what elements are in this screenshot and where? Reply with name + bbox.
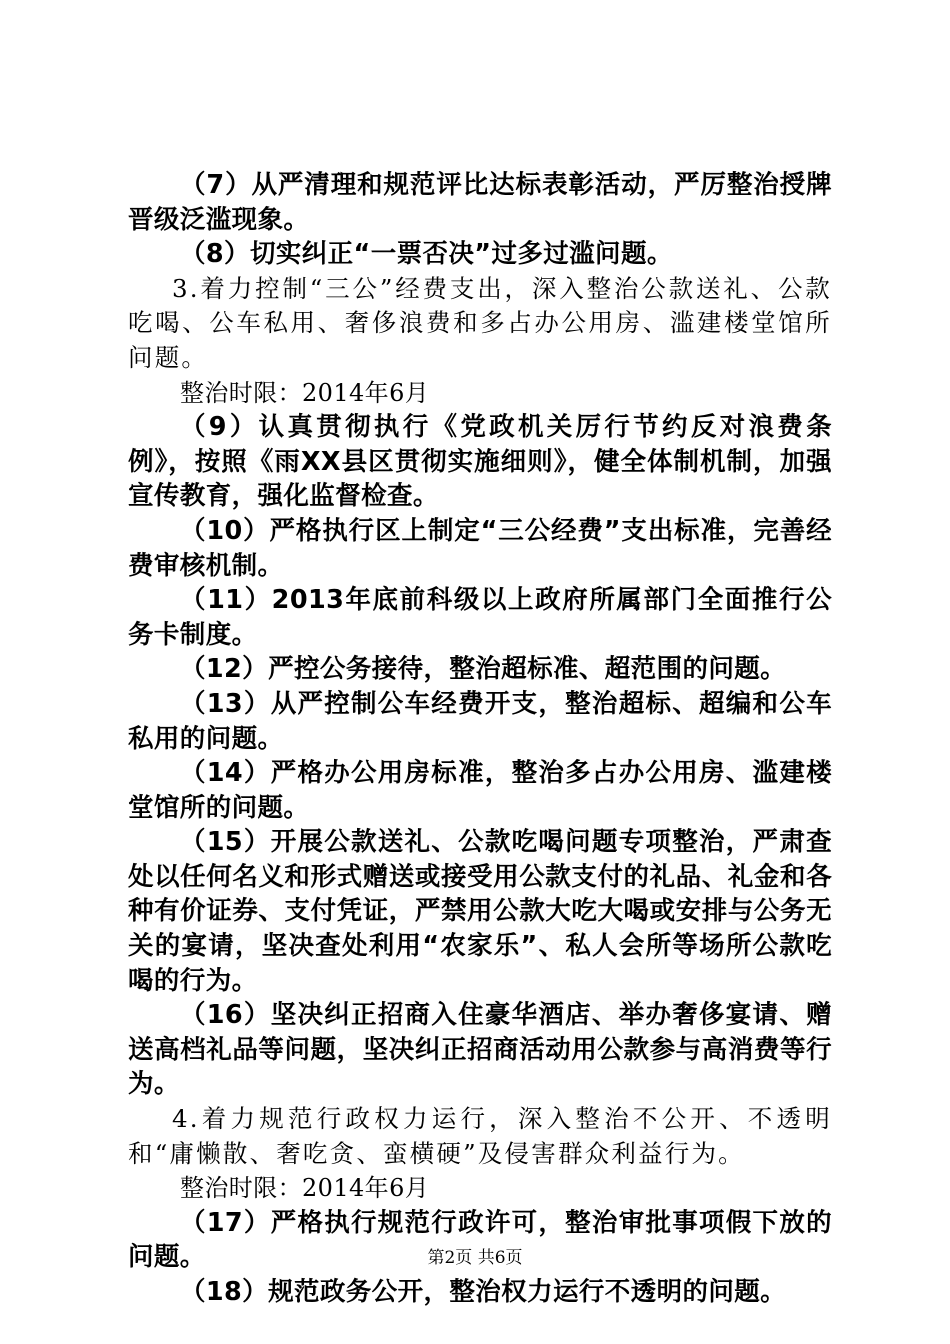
paragraph-item-7: （7）从严清理和规范评比达标表彰活动，严厉整治授牌晋级泛滥现象。 <box>128 170 832 235</box>
paragraph-item-18: （18）规范政务公开，整治权力运行不透明的问题。 <box>180 1277 787 1307</box>
paragraph-item-8: （8）切实纠正“一票否决”过多过滥问题。 <box>180 239 673 270</box>
section-heading-3: 3.着力控制“三公”经费支出，深入整治公款送礼、公款吃喝、公车私用、奢侈浪费和多占办公用房、滥建楼堂馆所问题。 <box>128 273 832 372</box>
paragraph-item-10: （10）严格执行区上制定“三公经费”支出标准，完善经费审核机制。 <box>128 515 832 581</box>
paragraph-item-16: （16）坚决纠正招商入住豪华酒店、举办奢侈宴请、赠送高档礼品等问题，坚决纠正招商活动用公款参与高消费等行为。 <box>128 1000 832 1100</box>
paragraph-item-14: （14）严格办公用房标准，整治多占办公用房、滥建楼堂馆所的问题。 <box>128 758 832 823</box>
paragraph-item-13: （13）从严控制公车经费开支，整治超标、超编和公车私用的问题。 <box>128 688 832 754</box>
paragraph-item-11: （11）2013年底前科级以上政府所属部门全面推行公务卡制度。 <box>128 585 832 650</box>
document-body <box>128 168 832 1310</box>
page-footer: 第2页 共6页 <box>427 1248 523 1268</box>
paragraph-item-12: （12）严控公务接待，整治超标准、超范围的问题。 <box>180 654 787 685</box>
section-heading-4: 4.着力规范行政权力运行，深入整治不公开、不透明和“庸懒散、奢吃贪、蛮横硬”及侵害群众利益行为。 <box>128 1104 832 1168</box>
deadline-line-3: 整治时限：2014年6月 <box>180 378 430 407</box>
paragraph-item-9: （9）认真贯彻执行《党政机关厉行节约反对浪费条例》，按照《雨XX县区贯彻实施细则》，健全体制机制，加强宣传教育，强化监督检查。 <box>128 412 832 512</box>
deadline-line-4: 整治时限：2014年6月 <box>180 1174 430 1203</box>
paragraph-item-15: （15）开展公款送礼、公款吃喝问题专项整治，严肃查处以任何名义和形式赠送或接受用公款支付的礼品、礼金和各种有价证券、支付凭证，严禁用公款大吃大喝或安排与公务无关的宴请，坚决查处利用“农家乐”、私人会所等场所公款吃喝的行为。 <box>128 827 832 996</box>
paragraph-item-17: （17）严格执行规范行政许可，整治审批事项假下放的问题。 <box>128 1207 832 1273</box>
